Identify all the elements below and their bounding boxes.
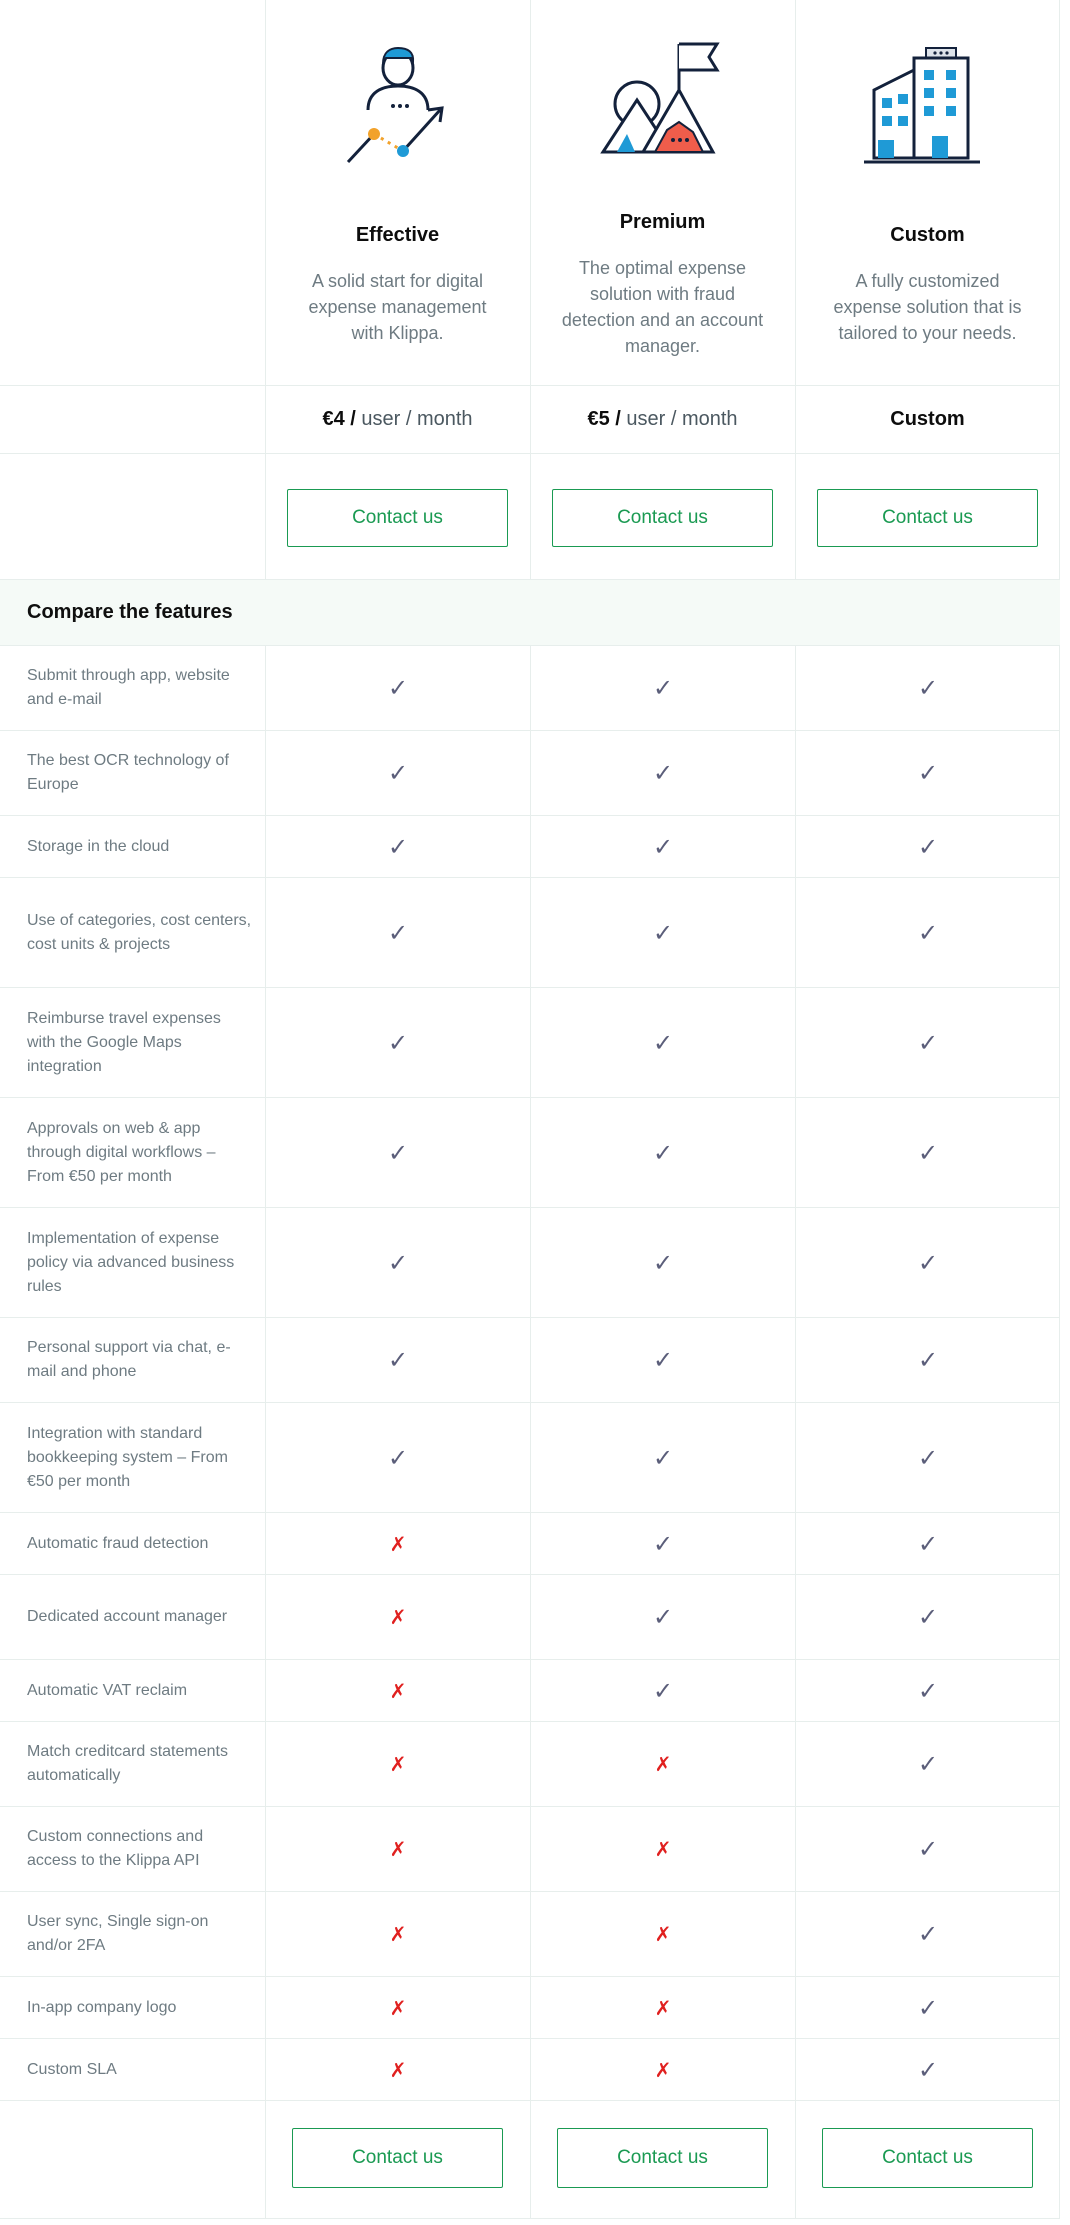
check-icon: ✓ [917,2055,939,2084]
plan-name: Custom [890,224,965,246]
check-icon: ✓ [917,1138,939,1167]
check-icon: ✓ [652,918,674,947]
contact-us-button-custom-bottom[interactable]: Contact us [822,2128,1033,2188]
check-icon: ✓ [917,1529,939,1558]
feature-label: Implementation of expense policy via advanced business rules [27,1229,235,1295]
feature-label: Approvals on web & app through digital workflows – From €50 per month [27,1119,216,1185]
check-icon: ✓ [652,1603,674,1631]
contact-us-button-premium-bottom[interactable]: Contact us [557,2128,768,2188]
feature-row [0,1660,1060,1722]
check-icon: ✓ [387,674,409,702]
check-icon: ✓ [387,1346,409,1374]
plan-price [530,386,795,453]
feature-row [0,1575,1060,1660]
plan-custom [795,0,1060,385]
feature-label: Automatic VAT reclaim [27,1681,188,1699]
check-icon: ✓ [652,1676,674,1705]
contact-us-button-effective[interactable]: Contact us [287,489,508,547]
feature-label: Integration with standard bookkeeping system – From €50 per month [27,1424,228,1490]
feature-label: Submit through app, website and e-mail [27,667,230,708]
price-unit: user / month [361,408,473,430]
check-icon: ✓ [387,1443,409,1472]
feature-label: Personal support via chat, e-mail and phone [27,1339,231,1380]
check-icon: ✓ [917,759,939,787]
cross-icon: ✗ [389,1678,407,1703]
check-icon: ✓ [917,1248,939,1277]
check-icon: ✓ [652,1248,674,1277]
cta-row-top [0,454,1060,580]
check-icon: ✓ [917,1603,939,1631]
compare-header [0,580,1060,646]
person-growth-icon [328,38,468,178]
feature-row [0,731,1060,816]
check-icon: ✓ [917,1028,939,1057]
check-icon: ✓ [652,1529,674,1558]
feature-row [0,1977,1060,2039]
check-icon: ✓ [652,1346,674,1374]
feature-row [0,1403,1060,1513]
feature-label: Use of categories, cost centers, cost units & projects [27,911,252,953]
cross-icon: ✗ [654,1752,672,1776]
feature-label: Custom connections and access to the Klippa API [27,1828,204,1869]
check-icon: ✓ [387,759,409,787]
check-icon: ✓ [917,1920,939,1948]
price-row [0,386,1060,454]
check-icon: ✓ [917,674,939,702]
price-amount: Custom [890,408,965,430]
price-amount: €5 / [587,408,621,430]
check-icon: ✓ [387,1028,409,1057]
cross-icon: ✗ [389,1837,407,1861]
plan-header-row [0,0,1060,386]
feature-row [0,1513,1060,1575]
plan-description: The optimal expense solution with fraud detection and an account manager. [561,258,764,356]
feature-label: Custom SLA [27,2060,117,2078]
feature-label: User sync, Single sign-on and/or 2FA [27,1913,209,1954]
feature-row [0,1892,1060,1977]
feature-row [0,1722,1060,1807]
feature-row [0,1208,1060,1318]
check-icon: ✓ [917,1750,939,1778]
feature-label: In-app company logo [27,1998,177,2016]
plan-price [265,386,530,453]
compare-title: Compare the features [27,601,233,623]
check-icon: ✓ [917,832,939,861]
mountain-flag-icon [593,30,733,170]
cross-icon: ✗ [654,1922,672,1946]
plan-premium [530,0,795,385]
feature-label: Reimburse travel expenses with the Google Maps integration [27,1009,221,1075]
feature-label: The best OCR technology of Europe [27,752,229,793]
feature-row [0,816,1060,878]
cross-icon: ✗ [654,1995,672,2020]
plan-price [795,386,1060,453]
cross-icon: ✗ [389,1605,407,1629]
feature-row [0,1807,1060,1892]
contact-us-button-premium[interactable]: Contact us [552,489,773,547]
cta-row-bottom [0,2095,1060,2219]
check-icon: ✓ [652,832,674,861]
feature-row [0,1318,1060,1403]
feature-label: Match creditcard statements automatically [27,1743,228,1784]
feature-label: Dedicated account manager [27,1608,228,1625]
cross-icon: ✗ [654,2057,672,2082]
cross-icon: ✗ [389,1531,407,1556]
feature-row [0,1098,1060,1208]
cross-icon: ✗ [389,1752,407,1776]
check-icon: ✓ [917,1443,939,1472]
plan-effective [265,0,530,385]
check-icon: ✓ [387,1138,409,1167]
feature-row [0,878,1060,988]
check-icon: ✓ [387,918,409,947]
plan-name: Effective [355,224,440,246]
feature-row [0,988,1060,1098]
cross-icon: ✗ [389,2057,407,2082]
contact-us-button-custom[interactable]: Contact us [817,489,1038,547]
feature-label: Automatic fraud detection [27,1534,209,1552]
check-icon: ✓ [917,1676,939,1705]
check-icon: ✓ [652,1028,674,1057]
cross-icon: ✗ [654,1837,672,1861]
price-unit: user / month [626,408,738,430]
check-icon: ✓ [917,1835,939,1863]
plan-name: Premium [619,211,706,233]
check-icon: ✓ [387,832,409,861]
check-icon: ✓ [652,1138,674,1167]
check-icon: ✓ [652,674,674,702]
buildings-icon [858,40,998,180]
check-icon: ✓ [917,918,939,947]
check-icon: ✓ [387,1248,409,1277]
price-amount: €4 / [322,408,356,430]
check-icon: ✓ [652,759,674,787]
check-icon: ✓ [917,1346,939,1374]
feature-row [0,2039,1060,2101]
cross-icon: ✗ [389,1922,407,1946]
cross-icon: ✗ [389,1995,407,2020]
plan-description: A fully customized expense solution that is tailored to your needs. [833,271,1022,343]
contact-us-button-effective-bottom[interactable]: Contact us [292,2128,503,2188]
check-icon: ✓ [652,1443,674,1472]
feature-label: Storage in the cloud [27,837,170,855]
feature-row [0,646,1060,731]
plan-description: A solid start for digital expense management with Klippa. [308,271,487,343]
check-icon: ✓ [917,1993,939,2022]
